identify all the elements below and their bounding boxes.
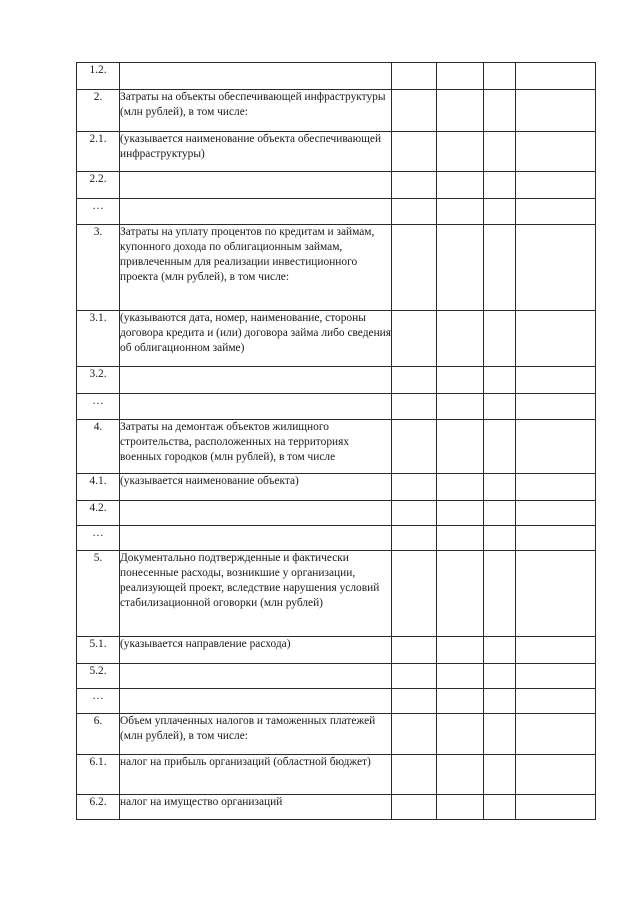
value-cell [437, 664, 484, 689]
row-number: 2.1. [77, 132, 120, 172]
value-cell [437, 714, 484, 755]
row-description: Затраты на объекты обеспечивающей инфраструктуры (млн рублей), в том числе: [120, 90, 392, 132]
row-description: Документально подтвержденные и фактически понесенные расходы, возникшие у организации, реализующей проект, вследствие нарушения условий стабилизационной оговорки (млн рублей) [120, 551, 392, 637]
value-cell [516, 526, 596, 551]
value-cell [516, 172, 596, 199]
row-description: Объем уплаченных налогов и таможенных платежей (млн рублей), в том числе: [120, 714, 392, 755]
value-cell [437, 225, 484, 311]
row-description: Затраты на уплату процентов по кредитам и займам, купонного дохода по облигационным займам, привлеченным для реализации инвестиционного проекта (млн рублей), в том числе: [120, 225, 392, 311]
value-cell [392, 526, 437, 551]
value-cell [484, 474, 516, 501]
value-cell [437, 689, 484, 714]
table-row [77, 225, 596, 311]
value-cell [437, 172, 484, 199]
value-cell [516, 132, 596, 172]
value-cell [392, 199, 437, 225]
row-number: 6.1. [77, 755, 120, 795]
table-row [77, 199, 596, 225]
table-row [77, 132, 596, 172]
row-number: 6. [77, 714, 120, 755]
value-cell [437, 795, 484, 820]
value-cell [484, 132, 516, 172]
value-cell [516, 795, 596, 820]
row-description: (указывается наименование объекта обеспечивающей инфраструктуры) [120, 132, 392, 172]
value-cell [484, 90, 516, 132]
value-cell [516, 664, 596, 689]
value-cell [516, 394, 596, 420]
value-cell [437, 199, 484, 225]
row-number: 4.1. [77, 474, 120, 501]
value-cell [437, 394, 484, 420]
row-number: … [77, 526, 120, 551]
value-cell [516, 367, 596, 394]
value-cell [484, 526, 516, 551]
value-cell [516, 311, 596, 367]
value-cell [437, 63, 484, 90]
row-description [120, 664, 392, 689]
row-description [120, 394, 392, 420]
value-cell [437, 311, 484, 367]
value-cell [484, 311, 516, 367]
value-cell [392, 501, 437, 526]
table-row [77, 420, 596, 474]
value-cell [392, 664, 437, 689]
value-cell [437, 90, 484, 132]
value-cell [437, 474, 484, 501]
value-cell [484, 394, 516, 420]
value-cell [516, 714, 596, 755]
value-cell [392, 755, 437, 795]
row-number: 6.2. [77, 795, 120, 820]
value-cell [516, 689, 596, 714]
value-cell [484, 664, 516, 689]
value-cell [437, 132, 484, 172]
value-cell [484, 420, 516, 474]
row-number: 5.1. [77, 637, 120, 664]
value-cell [392, 474, 437, 501]
row-description [120, 63, 392, 90]
row-number: 3. [77, 225, 120, 311]
row-description [120, 526, 392, 551]
table-row [77, 367, 596, 394]
value-cell [484, 637, 516, 664]
expenses-table [76, 62, 596, 820]
value-cell [392, 90, 437, 132]
row-number: … [77, 199, 120, 225]
table-row [77, 90, 596, 132]
value-cell [392, 394, 437, 420]
value-cell [437, 501, 484, 526]
row-number: … [77, 689, 120, 714]
value-cell [392, 367, 437, 394]
value-cell [392, 795, 437, 820]
row-number: 4. [77, 420, 120, 474]
value-cell [392, 637, 437, 664]
value-cell [392, 714, 437, 755]
value-cell [392, 551, 437, 637]
value-cell [484, 367, 516, 394]
table-row [77, 755, 596, 795]
row-number: 5. [77, 551, 120, 637]
value-cell [484, 199, 516, 225]
value-cell [516, 501, 596, 526]
table-row [77, 689, 596, 714]
value-cell [484, 501, 516, 526]
value-cell [516, 637, 596, 664]
row-description [120, 501, 392, 526]
value-cell [484, 714, 516, 755]
table-row [77, 714, 596, 755]
table-body [77, 63, 596, 820]
table-row [77, 311, 596, 367]
value-cell [437, 420, 484, 474]
row-description [120, 367, 392, 394]
row-description [120, 172, 392, 199]
table-row [77, 63, 596, 90]
row-number: 2. [77, 90, 120, 132]
row-description: (указывается наименование объекта) [120, 474, 392, 501]
value-cell [392, 689, 437, 714]
row-description: (указываются дата, номер, наименование, стороны договора кредита и (или) договора займа либо сведения об облигационном займе) [120, 311, 392, 367]
value-cell [516, 199, 596, 225]
value-cell [484, 63, 516, 90]
value-cell [484, 225, 516, 311]
value-cell [392, 63, 437, 90]
table-row [77, 501, 596, 526]
row-description [120, 199, 392, 225]
table-row [77, 526, 596, 551]
value-cell [516, 551, 596, 637]
value-cell [437, 367, 484, 394]
value-cell [516, 90, 596, 132]
value-cell [516, 63, 596, 90]
table-row [77, 394, 596, 420]
value-cell [516, 474, 596, 501]
row-description: налог на имущество организаций [120, 795, 392, 820]
row-number: 1.2. [77, 63, 120, 90]
value-cell [516, 755, 596, 795]
value-cell [392, 132, 437, 172]
value-cell [437, 526, 484, 551]
table-row [77, 551, 596, 637]
value-cell [437, 551, 484, 637]
value-cell [484, 795, 516, 820]
table-row [77, 795, 596, 820]
table-row [77, 664, 596, 689]
value-cell [484, 172, 516, 199]
row-number: 2.2. [77, 172, 120, 199]
value-cell [437, 637, 484, 664]
value-cell [484, 755, 516, 795]
row-description: Затраты на демонтаж объектов жилищного строительства, расположенных на территориях военных городков (млн рублей), в том числе [120, 420, 392, 474]
table-row [77, 474, 596, 501]
value-cell [516, 420, 596, 474]
value-cell [516, 225, 596, 311]
row-number: … [77, 394, 120, 420]
value-cell [437, 755, 484, 795]
value-cell [484, 551, 516, 637]
row-number: 3.2. [77, 367, 120, 394]
value-cell [484, 689, 516, 714]
row-description: налог на прибыль организаций (областной бюджет) [120, 755, 392, 795]
value-cell [392, 420, 437, 474]
value-cell [392, 172, 437, 199]
value-cell [392, 225, 437, 311]
row-description [120, 689, 392, 714]
row-number: 4.2. [77, 501, 120, 526]
table-row [77, 637, 596, 664]
row-number: 5.2. [77, 664, 120, 689]
row-description: (указывается направление расхода) [120, 637, 392, 664]
value-cell [392, 311, 437, 367]
row-number: 3.1. [77, 311, 120, 367]
table-row [77, 172, 596, 199]
